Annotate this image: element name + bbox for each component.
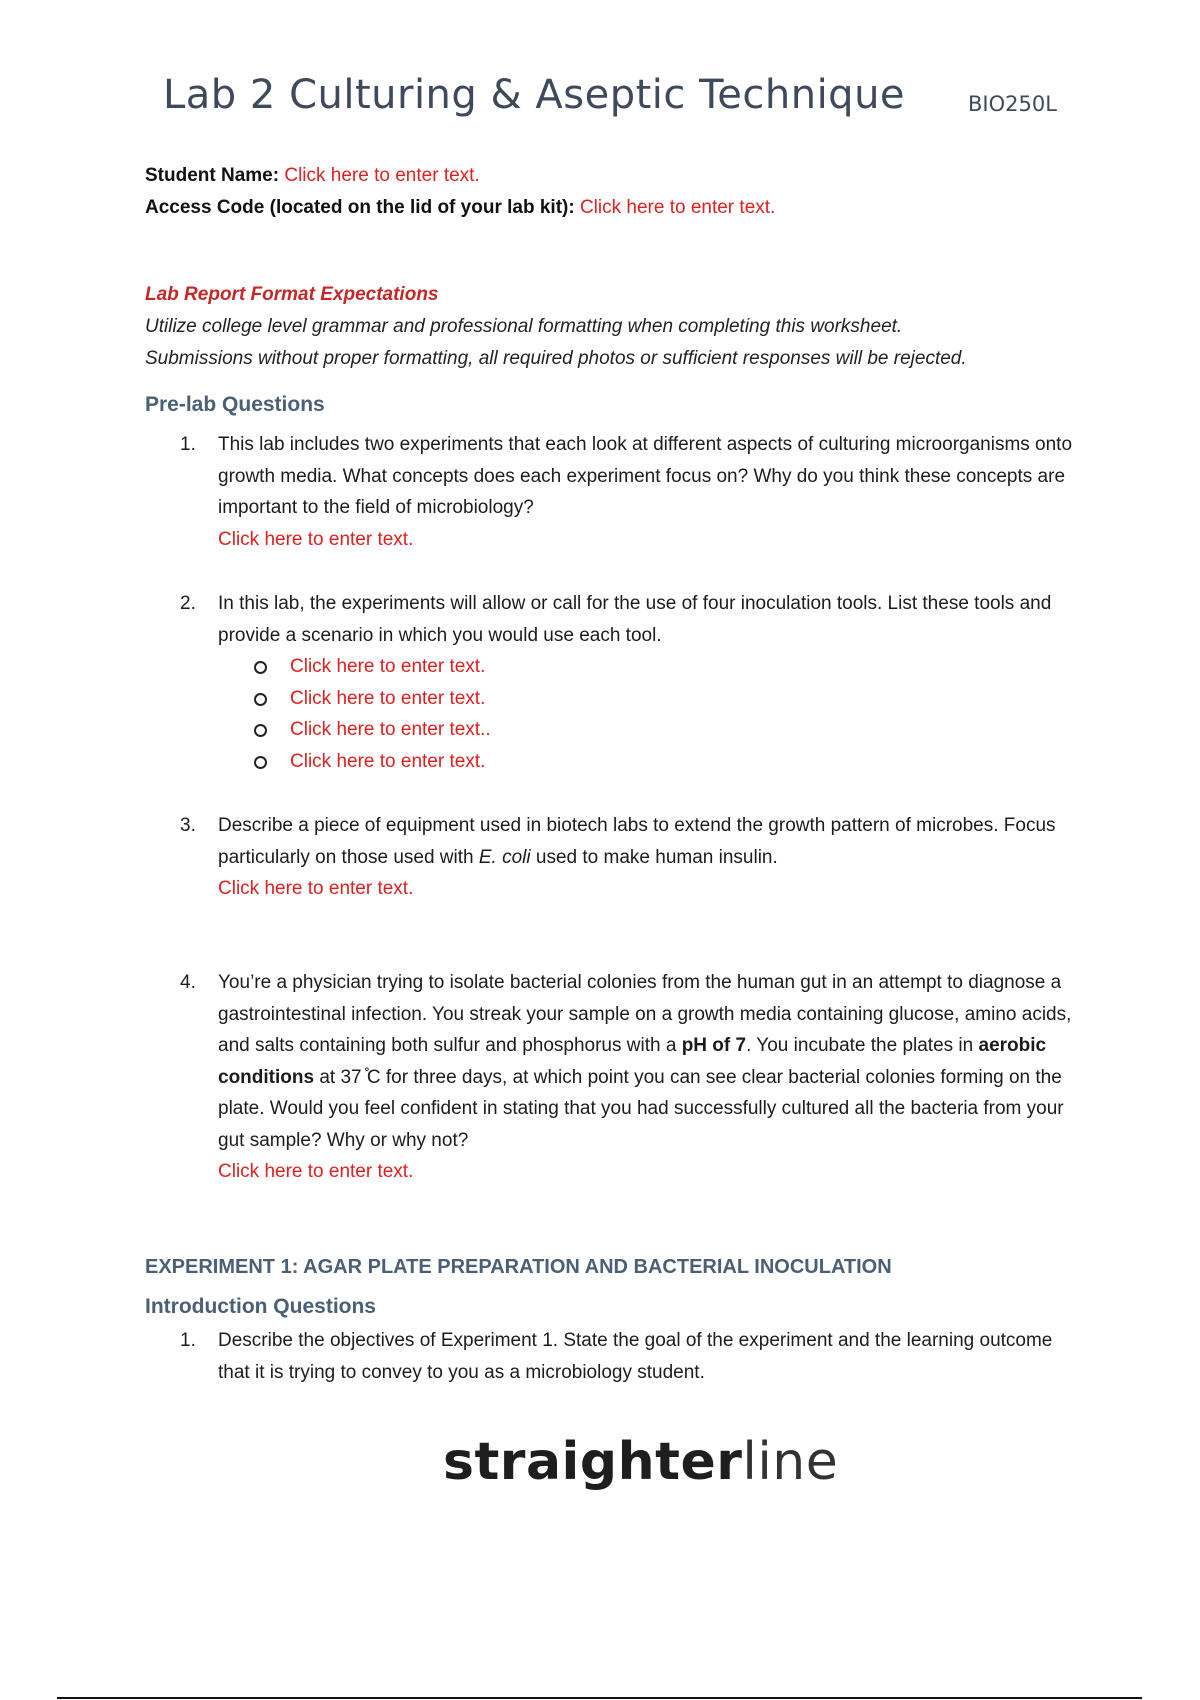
list-item <box>218 746 1080 778</box>
prelab-answer-4-field[interactable]: Click here to enter text. <box>218 1161 414 1182</box>
list-item <box>218 651 1080 683</box>
ph-value: pH of 7 <box>681 1035 747 1056</box>
introduction-questions-heading: Introduction Questions <box>145 1295 376 1318</box>
prelab-question-1 <box>180 429 1080 555</box>
tool-answer-list <box>218 651 1080 777</box>
bullet-circle-icon <box>254 661 267 674</box>
list-item <box>218 714 1080 746</box>
document-title: Lab 2 Culturing & Aseptic Technique <box>163 72 906 118</box>
prelab-answer-3-field[interactable]: Click here to enter text. <box>218 878 414 899</box>
aerobic-conditions: aerobic conditions <box>218 1035 1047 1088</box>
access-code-label: Access Code (located on the lid of your lab kit): <box>145 197 575 218</box>
tool-answer-2-field[interactable]: Click here to enter text. <box>290 687 486 709</box>
organism-name: E. coli <box>478 846 531 868</box>
access-code-row <box>145 197 775 219</box>
student-name-label: Student Name: <box>145 165 280 186</box>
prelab-question-2 <box>180 588 1080 777</box>
question-number: 4. <box>180 972 196 993</box>
question-text: Describe a piece of equipment used in biotech labs to extend the growth pattern of microbes. Focus particularly on those used with E. coli used to make human insulin. <box>218 815 1056 868</box>
bullet-circle-icon <box>254 724 267 737</box>
tool-answer-3-field[interactable]: Click here to enter text.. <box>290 719 491 740</box>
student-name-row <box>145 165 480 187</box>
tool-answer-1-field[interactable]: Click here to enter text. <box>290 656 486 677</box>
question-number: 1. <box>180 1330 196 1351</box>
question-number: 3. <box>180 815 196 836</box>
question-text: You’re a physician trying to isolate bacterial colonies from the human gut in an attempt to diagnose a gastrointestinal infection. You streak your sample on a growth media containing glucose, amino acids, and salts containing both sulfur and phosphorus with a pH of 7. You incubate the plates in aerobic conditions at 37 ̊C for three days, at which point you can see clear bacterial colonies forming on the plate. Would you feel confident in stating that you had successfully cultured all the bacteria from your gut sample? Why or why not? <box>218 972 1072 1151</box>
prelab-answer-1-field[interactable]: Click here to enter text. <box>218 528 414 550</box>
question-number: 2. <box>180 593 196 614</box>
title-row <box>163 68 1063 128</box>
question-text: This lab includes two experiments that each look at different aspects of culturing microorganisms onto growth media. What concepts does each experiment focus on? Why do you think these concepts are important to the field of microbiology? <box>218 434 1073 518</box>
student-name-field[interactable]: Click here to enter text. <box>284 165 480 186</box>
question-text: Describe the objectives of Experiment 1. State the goal of the experiment and the learning outcome that it is trying to convey to you as a microbiology student. <box>218 1330 1053 1383</box>
list-item <box>218 683 1080 715</box>
access-code-field[interactable]: Click here to enter text. <box>579 197 776 218</box>
tool-answer-4-field[interactable]: Click here to enter text. <box>290 750 486 772</box>
prelab-question-4 <box>180 967 1080 1188</box>
bullet-circle-icon <box>254 693 267 706</box>
format-expectations-line-1: Utilize college level grammar and professional formatting when completing this worksheet. <box>145 316 903 337</box>
intro-question-1 <box>180 1325 1080 1388</box>
prelab-heading: Pre-lab Questions <box>145 393 325 416</box>
bullet-circle-icon <box>254 756 267 769</box>
prelab-question-3 <box>180 810 1080 905</box>
question-number: 1. <box>180 434 196 455</box>
format-expectations-heading: Lab Report Format Expectations <box>145 284 439 305</box>
straighterline-logo: straighterline <box>443 1432 839 1492</box>
format-expectations-line-2: Submissions without proper formatting, all required photos or sufficient responses will be rejected. <box>145 348 967 369</box>
experiment-1-heading: EXPERIMENT 1: AGAR PLATE PREPARATION AND BACTERIAL INOCULATION <box>145 1256 892 1278</box>
course-code: BIO250L <box>968 92 1057 116</box>
page-bottom-rule <box>57 1697 1142 1699</box>
question-text: In this lab, the experiments will allow or call for the use of four inoculation tools. List these tools and provide a scenario in which you would use each tool. <box>218 593 1052 646</box>
